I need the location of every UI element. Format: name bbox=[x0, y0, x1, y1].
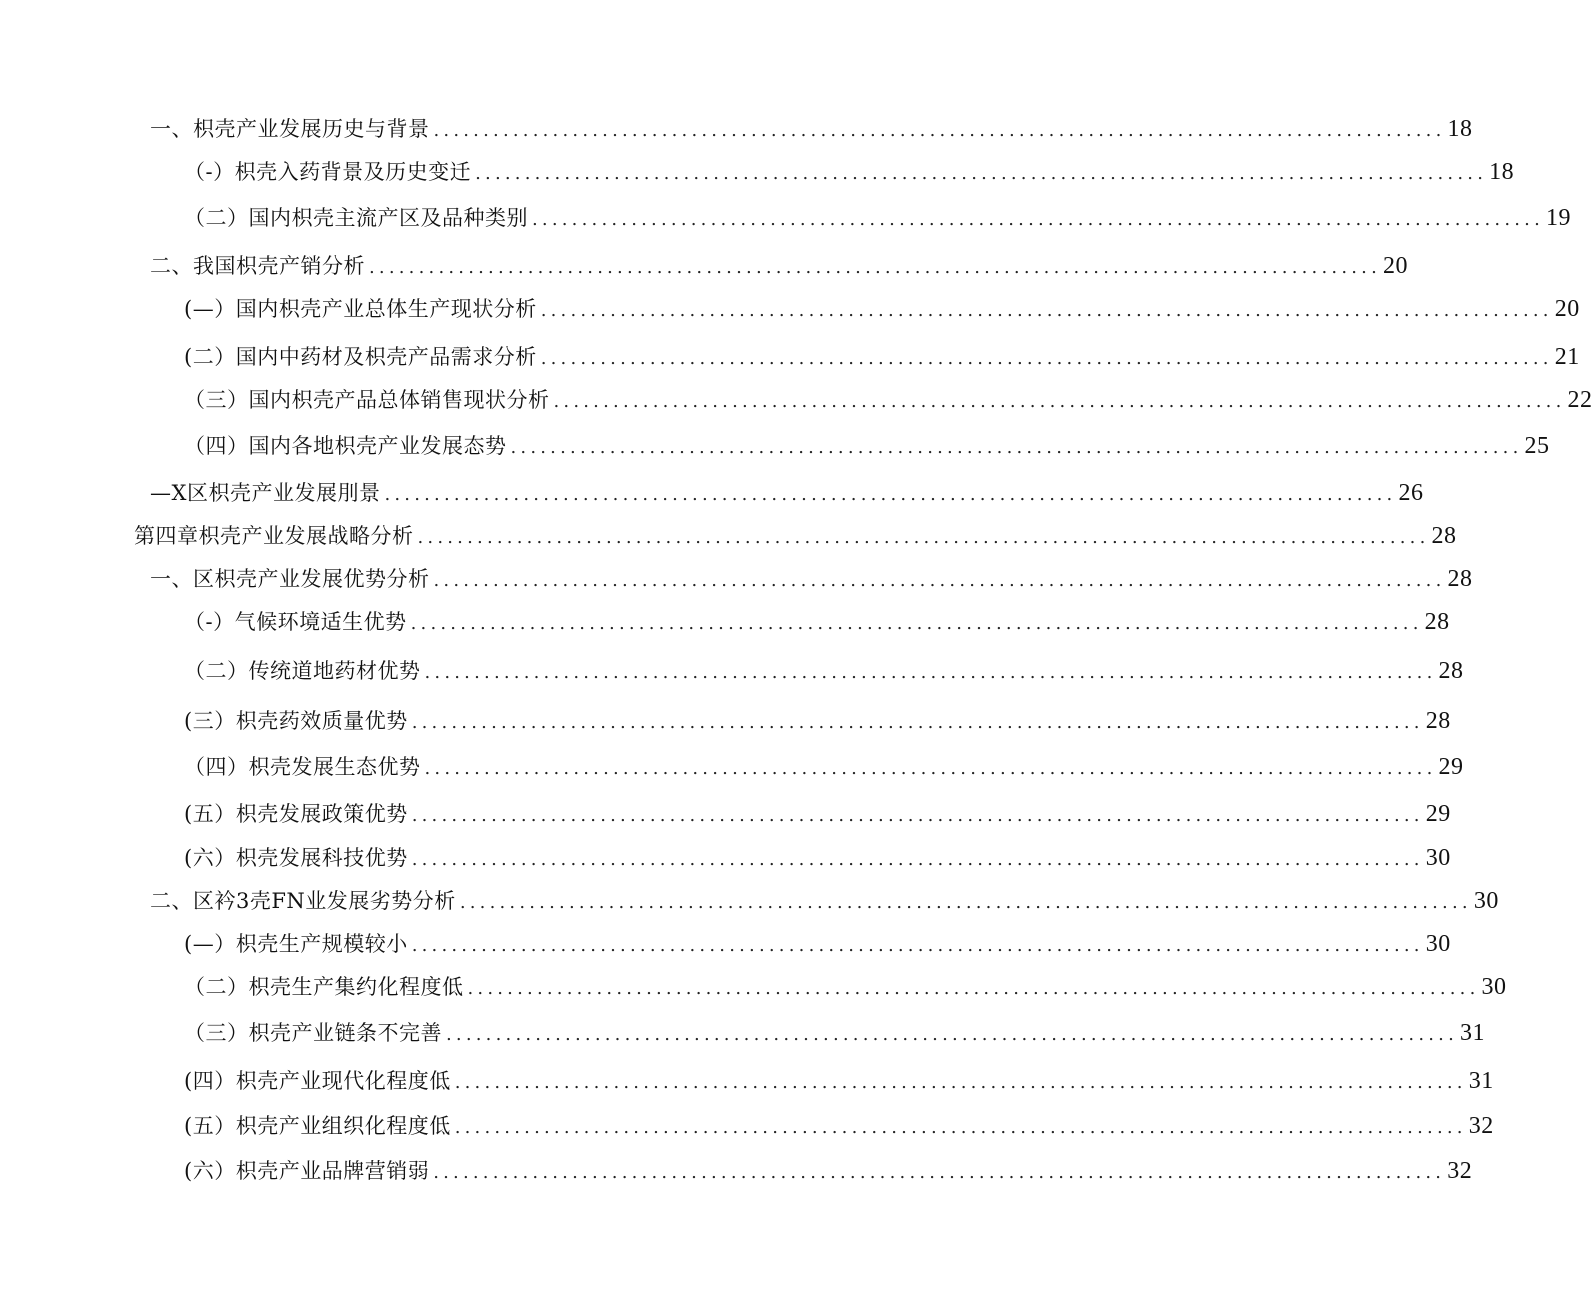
toc-entry-title: (六）枳壳产业品牌营销弱 bbox=[184, 1159, 430, 1183]
dot-leader: ...................................................................................................... bbox=[510, 437, 1523, 458]
toc-entry-page: 30 bbox=[1473, 888, 1499, 914]
toc-entry-page: 22 bbox=[1567, 387, 1593, 413]
toc-entry[interactable] bbox=[184, 294, 1580, 324]
toc-entry[interactable] bbox=[184, 843, 1451, 873]
dot-leader: ...................................................................................................... bbox=[459, 892, 1472, 913]
toc-entry-page: 26 bbox=[1398, 480, 1424, 506]
toc-entry[interactable] bbox=[150, 114, 1473, 144]
toc-entry-page: 18 bbox=[1489, 159, 1515, 185]
toc-entry[interactable] bbox=[184, 157, 1515, 187]
dot-leader: ...................................................................................................... bbox=[384, 484, 1397, 505]
toc-entry-page: 18 bbox=[1447, 116, 1473, 142]
toc-entry[interactable] bbox=[150, 564, 1473, 594]
toc-entry-title: （二）传统道地药材优势 bbox=[184, 659, 421, 683]
toc-entry-title: （三）枳壳产业链条不完善 bbox=[184, 1021, 442, 1045]
dot-leader: ...................................................................................................... bbox=[433, 1162, 1446, 1183]
toc-entry-title: 一、枳壳产业发展历史与背景 bbox=[150, 117, 430, 141]
dot-leader: ...................................................................................................... bbox=[411, 935, 1424, 956]
toc-entry-title: （二）枳壳生产集约化程度低 bbox=[184, 975, 464, 999]
toc-entry-page: 19 bbox=[1546, 205, 1572, 231]
toc-entry-page: 30 bbox=[1481, 974, 1507, 1000]
toc-entry-title: （四）国内各地枳壳产业发展态势 bbox=[184, 434, 507, 458]
toc-entry-page: 20 bbox=[1554, 296, 1580, 322]
toc-entry-page: 20 bbox=[1383, 253, 1409, 279]
toc-entry-page: 29 bbox=[1438, 754, 1464, 780]
toc-entry-page: 28 bbox=[1424, 609, 1450, 635]
toc-entry-page: 30 bbox=[1425, 931, 1451, 957]
toc-entry-page: 21 bbox=[1554, 344, 1580, 370]
toc-entry[interactable] bbox=[184, 799, 1451, 829]
toc-entry-page: 30 bbox=[1425, 845, 1451, 871]
toc-entry-title: （-）气候环境适生优势 bbox=[184, 610, 407, 634]
toc-entry[interactable] bbox=[184, 972, 1507, 1002]
toc-entry-page: 31 bbox=[1460, 1020, 1486, 1046]
toc-entry[interactable] bbox=[184, 431, 1550, 461]
dot-leader: ...................................................................................................... bbox=[369, 257, 1382, 278]
toc-entry-page: 28 bbox=[1438, 658, 1464, 684]
dot-leader: ...................................................................................................... bbox=[540, 300, 1553, 321]
toc-entry[interactable] bbox=[184, 1018, 1486, 1048]
dot-leader: ...................................................................................................... bbox=[540, 348, 1553, 369]
toc-entry-title: —X区枳壳产业发展刖景 bbox=[150, 481, 381, 505]
toc-entry-page: 31 bbox=[1468, 1068, 1494, 1094]
toc-entry-title: (—）国内枳壳产业总体生产现状分析 bbox=[184, 297, 537, 321]
dot-leader: ...................................................................................................... bbox=[553, 391, 1566, 412]
toc-entry-page: 25 bbox=[1524, 433, 1550, 459]
toc-entry[interactable] bbox=[184, 342, 1580, 372]
toc-entry[interactable] bbox=[184, 752, 1464, 782]
dot-leader: ...................................................................................................... bbox=[454, 1117, 1467, 1138]
toc-entry-title: (二）国内中药材及枳壳产品需求分析 bbox=[184, 345, 537, 369]
toc-entry-title: （-）枳壳入药背景及历史变迁 bbox=[184, 160, 472, 184]
dot-leader: ...................................................................................................... bbox=[454, 1072, 1467, 1093]
dot-leader: ...................................................................................................... bbox=[532, 209, 1545, 230]
toc-entry[interactable] bbox=[150, 478, 1424, 508]
toc-entry[interactable] bbox=[184, 1111, 1494, 1141]
dot-leader: ...................................................................................................... bbox=[467, 978, 1480, 999]
dot-leader: ...................................................................................................... bbox=[417, 527, 1430, 548]
dot-leader: ...................................................................................................... bbox=[446, 1024, 1459, 1045]
toc-entry[interactable] bbox=[134, 521, 1457, 551]
dot-leader: ...................................................................................................... bbox=[411, 712, 1424, 733]
dot-leader: ...................................................................................................... bbox=[410, 613, 1423, 634]
toc-entry[interactable] bbox=[184, 706, 1451, 736]
toc-entry-title: (—）枳壳生产规模较小 bbox=[184, 932, 408, 956]
dot-leader: ...................................................................................................... bbox=[411, 849, 1424, 870]
dot-leader: ...................................................................................................... bbox=[433, 120, 1446, 141]
toc-entry-title: 二、区衿3壳FN业发展劣势分析 bbox=[150, 889, 456, 913]
toc-entry[interactable] bbox=[184, 1066, 1494, 1096]
toc-entry-title: （二）国内枳壳主流产区及品种类别 bbox=[184, 206, 528, 230]
toc-entry-title: (三）枳壳药效质量优势 bbox=[184, 709, 408, 733]
dot-leader: ...................................................................................................... bbox=[475, 163, 1488, 184]
toc-entry-page: 28 bbox=[1431, 523, 1457, 549]
toc-entry[interactable] bbox=[184, 607, 1450, 637]
toc-entry-title: (四）枳壳产业现代化程度低 bbox=[184, 1069, 451, 1093]
toc-entry[interactable] bbox=[184, 203, 1572, 233]
toc-entry-title: （四）枳壳发展生态优势 bbox=[184, 755, 421, 779]
toc-entry-title: (六）枳壳发展科技优势 bbox=[184, 846, 408, 870]
toc-entry-page: 29 bbox=[1425, 801, 1451, 827]
toc-entry-title: 一、区枳壳产业发展优势分析 bbox=[150, 567, 430, 591]
toc-entry[interactable] bbox=[184, 929, 1451, 959]
dot-leader: ...................................................................................................... bbox=[411, 805, 1424, 826]
toc-entry[interactable] bbox=[184, 1156, 1473, 1186]
toc-entry-page: 28 bbox=[1425, 708, 1451, 734]
toc-entry-page: 28 bbox=[1447, 566, 1473, 592]
toc-entry-title: (五）枳壳发展政策优势 bbox=[184, 802, 408, 826]
toc-entry[interactable] bbox=[184, 656, 1464, 686]
dot-leader: ...................................................................................................... bbox=[424, 758, 1437, 779]
toc-entry-page: 32 bbox=[1447, 1158, 1473, 1184]
toc-entry[interactable] bbox=[184, 385, 1593, 415]
toc-entry-title: （三）国内枳壳产品总体销售现状分析 bbox=[184, 388, 550, 412]
toc-entry[interactable] bbox=[150, 886, 1499, 916]
toc-entry[interactable] bbox=[150, 251, 1409, 281]
toc-entry-page: 32 bbox=[1468, 1113, 1494, 1139]
toc-entry-title: 第四章枳壳产业发展战略分析 bbox=[134, 524, 414, 548]
dot-leader: ...................................................................................................... bbox=[424, 662, 1437, 683]
toc-entry-title: (五）枳壳产业组织化程度低 bbox=[184, 1114, 451, 1138]
toc-entry-title: 二、我国枳壳产销分析 bbox=[150, 254, 365, 278]
dot-leader: ...................................................................................................... bbox=[433, 570, 1446, 591]
